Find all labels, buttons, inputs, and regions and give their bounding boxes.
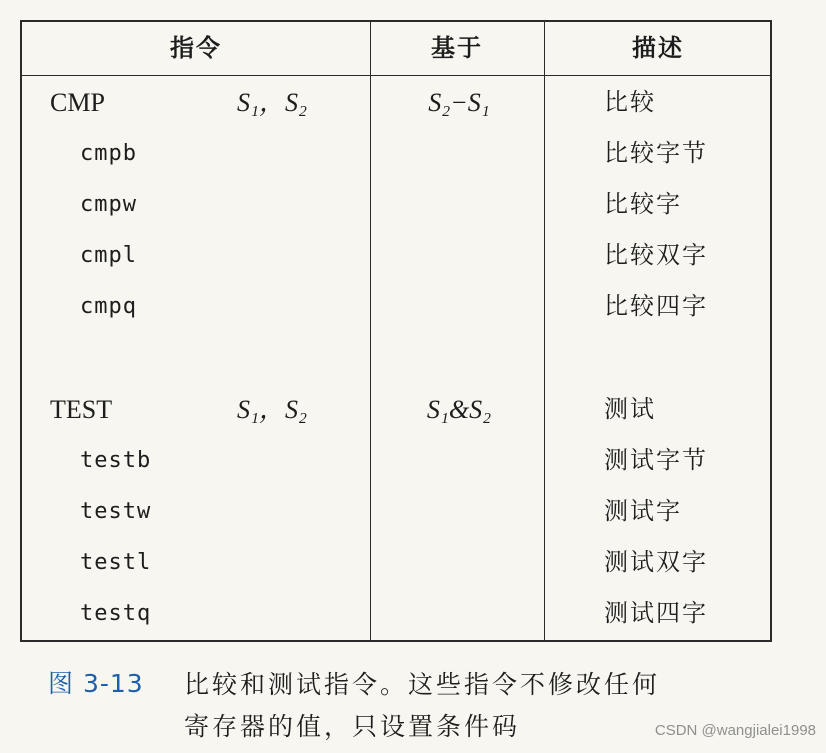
table-row	[22, 179, 770, 230]
table-row-cmp	[22, 77, 770, 128]
table-row	[22, 537, 770, 588]
table-row	[22, 281, 770, 332]
table-row	[22, 230, 770, 281]
instruction-description: 比较四字	[604, 292, 708, 320]
instruction-description: 测试字节	[604, 446, 708, 474]
instruction-operands: S₁，S₂	[237, 395, 308, 424]
instruction-description: 比较字节	[604, 139, 708, 167]
instruction-name: cmpq	[80, 294, 137, 319]
instruction-table	[20, 20, 772, 642]
table-row-test	[22, 384, 770, 435]
table-row	[22, 588, 770, 639]
table-row	[22, 486, 770, 537]
instruction-name: cmpw	[80, 192, 137, 217]
watermark: CSDN @wangjialei1998	[654, 722, 816, 739]
header-based-on: 基于	[431, 34, 483, 62]
instruction-name: cmpb	[80, 141, 137, 166]
instruction-description: 比较双字	[604, 241, 708, 269]
instruction-operands: S₁，S₂	[237, 88, 308, 117]
caption-line-1: 比较和测试指令。这些指令不修改任何	[184, 670, 661, 699]
instruction-description: 测试字	[604, 497, 682, 525]
instruction-name: CMP	[50, 88, 105, 117]
instruction-description: 测试四字	[604, 599, 708, 627]
figure-number: 图 3-13	[48, 669, 144, 698]
instruction-name: testw	[80, 499, 152, 524]
instruction-description: 比较	[604, 88, 656, 116]
header-instruction: 指令	[170, 34, 222, 62]
instruction-description: 比较字	[604, 190, 682, 218]
header-description: 描述	[632, 34, 684, 62]
header-divider	[22, 75, 770, 76]
instruction-name: cmpl	[80, 243, 137, 268]
instruction-description: 测试双字	[604, 548, 708, 576]
instruction-name: testq	[80, 601, 152, 626]
instruction-name: testb	[80, 448, 152, 473]
instruction-basis: S₂−S₁	[428, 88, 490, 117]
table-row	[22, 435, 770, 486]
instruction-basis: S₁&S₂	[426, 395, 492, 424]
table-row	[22, 128, 770, 179]
instruction-name: TEST	[50, 395, 113, 424]
instruction-description: 测试	[604, 395, 656, 423]
caption-line-2: 寄存器的值，只设置条件码	[184, 712, 521, 741]
instruction-name: testl	[80, 550, 152, 575]
